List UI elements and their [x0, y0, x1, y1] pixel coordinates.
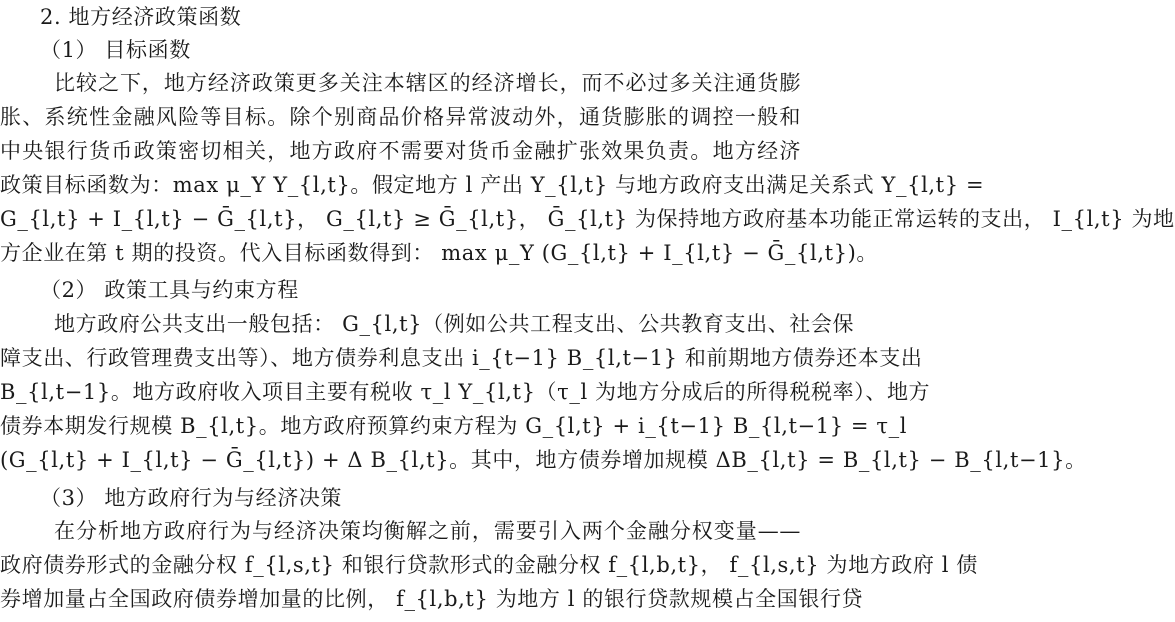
paragraph-line: 中央银行货币政策密切相关，地方政府不需要对货币金融扩张效果负责。地方经济 — [0, 139, 801, 163]
paragraph-line: 地方政府公共支出一般包括： G_{l,t}（例如公共工程支出、公共教育支出、社会保 — [54, 312, 855, 336]
paragraph-line: (G_{l,t} + I_{l,t} − Ḡ_{l,t}) + Δ B_{l,t}。其中，地方债券增加规模 ΔB_{l,t} = B_{l,t} − B_{l,t−1}。 — [0, 448, 1087, 472]
paragraph-line: 胀、系统性金融风险等目标。除个别商品价格异常波动外，通货膨胀的调控一般和 — [0, 105, 801, 129]
subsection-heading-behavior: （3） 地方政府行为与经济决策 — [40, 486, 343, 510]
paragraph-line: 债券本期发行规模 B_{l,t}。地方政府预算约束方程为 G_{l,t} + i_{t−1} B_{l,t−1} = τ_l — [0, 414, 908, 438]
section-heading: 2. 地方经济政策函数 — [40, 5, 242, 29]
paragraph-line: B_{l,t−1}。地方政府收入项目主要有税收 τ_l Y_{l,t}（τ_l 为地方分成后的所得税税率）、地方 — [0, 380, 931, 404]
paragraph-line: 方企业在第 t 期的投资。代入目标函数得到： max μ_Y (G_{l,t} + I_{l,t} − Ḡ_{l,t})。 — [0, 241, 878, 265]
paragraph-line: 券增加量占全国政府债券增加量的比例， f_{l,b,t} 为地方 l 的银行贷款规模占全国银行贷 — [0, 587, 864, 611]
paragraph-line: 比较之下，地方经济政策更多关注本辖区的经济增长，而不必过多关注通货膨 — [54, 71, 801, 95]
paragraph-line: G_{l,t} + I_{l,t} − Ḡ_{l,t}， G_{l,t} ≥ Ḡ_{l,t}， Ḡ_{l,t} 为保持地方政府基本功能正常运转的支出， I_{l,t} 为地 — [0, 207, 1175, 231]
paragraph-line: 政策目标函数为：max μ_Y Y_{l,t}。假定地方 l 产出 Y_{l,t} 与地方政府支出满足关系式 Y_{l,t} = — [0, 173, 985, 197]
paragraph-line: 障支出、行政管理费支出等）、地方债券利息支出 i_{t−1} B_{l,t−1} 和前期地方债券还本支出 — [0, 346, 923, 370]
subsection-heading-policy-tools: （2） 政策工具与约束方程 — [40, 278, 299, 302]
paragraph-line: 政府债券形式的金融分权 f_{l,s,t} 和银行贷款形式的金融分权 f_{l,b,t}， f_{l,s,t} 为地方政府 l 债 — [0, 553, 978, 577]
subsection-heading-objective: （1） 目标函数 — [40, 38, 191, 62]
paragraph-line: 在分析地方政府行为与经济决策均衡解之前，需要引入两个金融分权变量—— — [54, 519, 801, 543]
